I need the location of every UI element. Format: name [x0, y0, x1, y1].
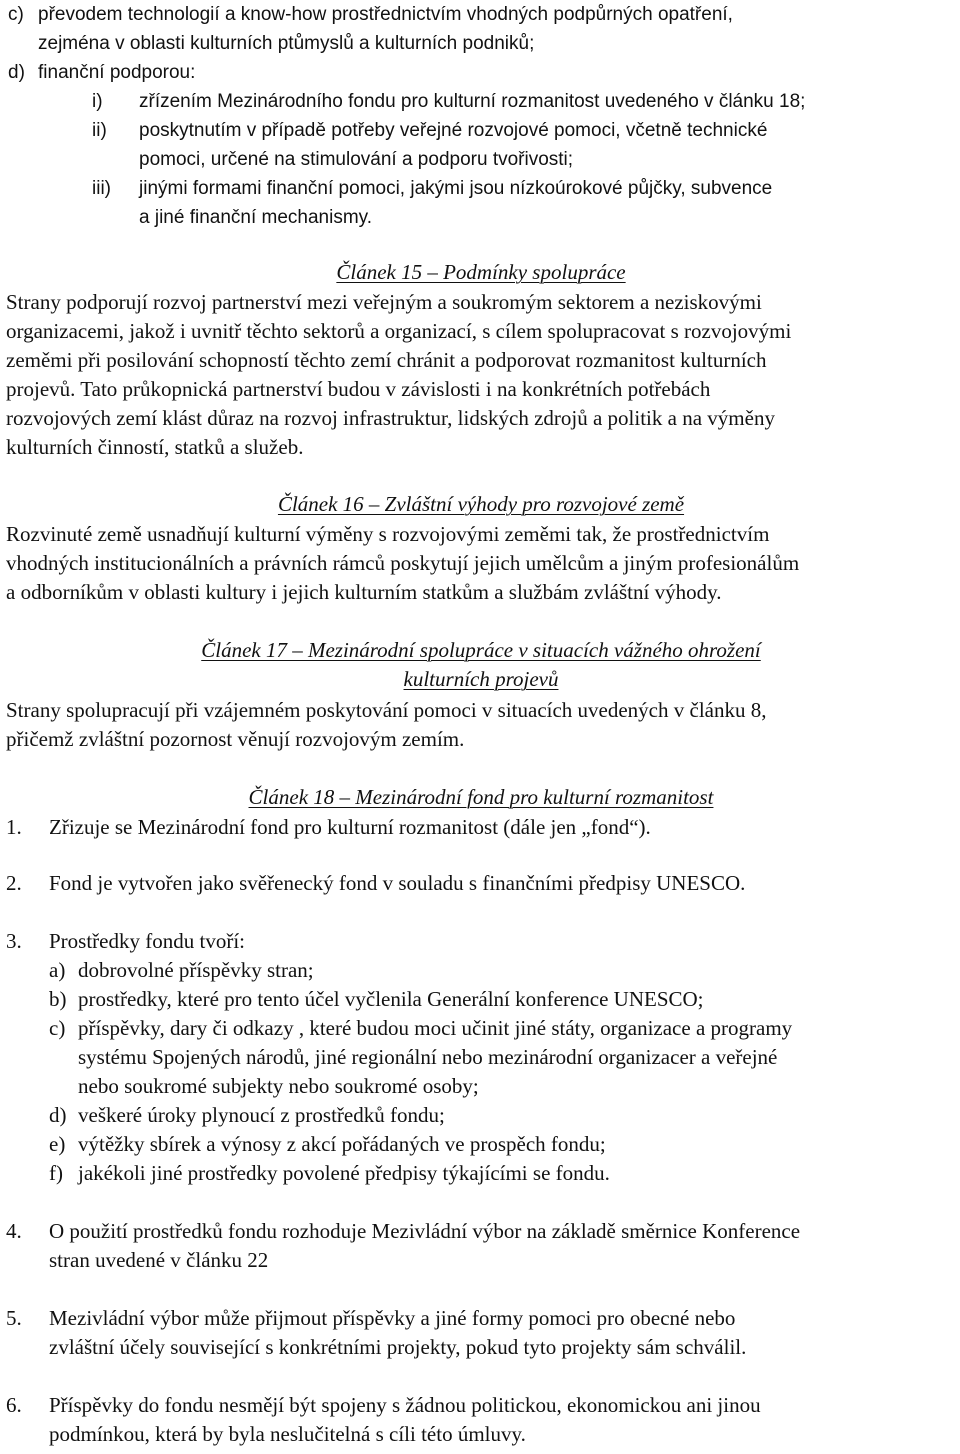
numbered-item-number: 5.	[6, 1306, 22, 1330]
numbered-item-text: Prostředky fondu tvoří:	[49, 929, 245, 953]
article-heading: Článek 18 – Mezinárodní fond pro kulturní rozmanitost	[248, 785, 714, 809]
sub-list-marker: c)	[49, 1016, 66, 1040]
paragraph-line: vhodných institucionálních a právních rámců poskytují jejich umělcům a jiným profesionálům	[6, 551, 800, 575]
list-item-text: finanční podporou:	[38, 62, 196, 83]
paragraph-line: Strany podporují rozvoj partnerství mezi veřejným a soukromým sektorem a neziskovými	[6, 290, 762, 314]
sub-list-item-text: jinými formami finanční pomoci, jakými jsou nízkoúrokové půjčky, subvence	[139, 178, 773, 199]
sub-list-item-text: pomoci, určené na stimulování a podporu tvořivosti;	[139, 149, 574, 170]
sub-list-item-text: poskytnutím v případě potřeby veřejné rozvojové pomoci, včetně technické	[139, 120, 768, 141]
list-marker: c)	[8, 4, 24, 25]
sub-list-item-text: a jiné finanční mechanismy.	[139, 207, 373, 228]
numbered-item-text: podmínkou, která by byla neslučitelná s cíli této úmluvy.	[49, 1422, 526, 1446]
numbered-item-text: O použití prostředků fondu rozhoduje Mezivládní výbor na základě směrnice Konference	[49, 1219, 801, 1243]
sub-list-marker: iii)	[92, 178, 111, 199]
paragraph-line: projevů. Tato průkopnická partnerství budou v závislosti i na konkrétních potřebách	[6, 377, 711, 401]
sub-list-marker: i)	[92, 91, 103, 112]
paragraph-line: zeměmi při posilování schopností těchto zemí chránit a podporovat rozmanitost kulturních	[6, 348, 767, 372]
paragraph-line: kulturních činností, statků a služeb.	[6, 435, 304, 459]
paragraph-line: přičemž zvláštní pozornost věnují rozvojovým zemím.	[6, 727, 465, 751]
sub-list-item-text: systému Spojených národů, jiné regionální nebo mezinárodní organizacer a veřejné	[78, 1045, 778, 1069]
list-marker: d)	[8, 62, 25, 83]
numbered-item-text: Mezivládní výbor může přijmout příspěvky a jiné formy pomoci pro obecné nebo	[49, 1306, 736, 1330]
sub-list-item-text: výtěžky sbírek a výnosy z akcí pořádaných ve prospěch fondu;	[78, 1132, 606, 1156]
sub-list-item-text: jakékoli jiné prostředky povolené předpisy týkajícími se fondu.	[78, 1161, 610, 1185]
sub-list-item-text: nebo soukromé subjekty nebo soukromé osoby;	[78, 1074, 479, 1098]
numbered-item-number: 2.	[6, 871, 22, 895]
numbered-item-number: 1.	[6, 815, 22, 839]
numbered-item-text: Zřizuje se Mezinárodní fond pro kulturní rozmanitost (dále jen „fond“).	[49, 815, 651, 839]
sub-list-marker: f)	[49, 1161, 63, 1185]
numbered-item-number: 3.	[6, 929, 22, 953]
article-heading: Článek 17 – Mezinárodní spolupráce v situacích vážného ohrožení	[201, 638, 761, 662]
article-heading-continued: kulturních projevů	[403, 667, 559, 691]
sub-list-item-text: dobrovolné příspěvky stran;	[78, 958, 314, 982]
numbered-item-text: Příspěvky do fondu nesmějí být spojeny s žádnou politickou, ekonomickou ani jinou	[49, 1393, 761, 1417]
article-heading: Článek 16 – Zvláštní výhody pro rozvojové země	[277, 492, 685, 516]
sub-list-marker: b)	[49, 987, 67, 1011]
sub-list-item-text: prostředky, které pro tento účel vyčlenila Generální konference UNESCO;	[78, 987, 704, 1011]
article-heading: Článek 15 – Podmínky spolupráce	[336, 260, 626, 284]
sub-list-item-text: příspěvky, dary či odkazy , které budou moci učinit jiné státy, organizace a programy	[78, 1016, 793, 1040]
list-item-text: převodem technologií a know-how prostřednictvím vhodných podpůrných opatření,	[38, 4, 733, 25]
numbered-item-text: zvláštní účely související s konkrétními projekty, pokud tyto projekty sám schválil.	[49, 1335, 747, 1359]
numbered-item-number: 4.	[6, 1219, 22, 1243]
paragraph-line: rozvojových zemí klást důraz na rozvoj infrastruktur, lidských zdrojů a politik a na výměny	[6, 406, 775, 430]
list-item-text: zejména v oblasti kulturních ptůmyslů a kulturních podniků;	[38, 33, 535, 54]
numbered-item-number: 6.	[6, 1393, 22, 1417]
paragraph-line: Rozvinuté země usnadňují kulturní výměny s rozvojovými zeměmi tak, že prostřednictvím	[6, 522, 770, 546]
sub-list-item-text: veškeré úroky plynoucí z prostředků fondu;	[78, 1103, 445, 1127]
paragraph-line: a odborníkům v oblasti kultury i jejich kulturním statkům a službám zvláštní výhody.	[6, 580, 722, 604]
sub-list-marker: e)	[49, 1132, 66, 1156]
paragraph-line: Strany spolupracují při vzájemném poskytování pomoci v situacích uvedených v článku 8,	[6, 698, 767, 722]
numbered-item-text: stran uvedené v článku 22	[49, 1248, 269, 1272]
sub-list-marker: d)	[49, 1103, 67, 1127]
sub-list-item-text: zřízením Mezinárodního fondu pro kulturní rozmanitost uvedeného v článku 18;	[139, 91, 806, 112]
sub-list-marker: a)	[49, 958, 66, 982]
paragraph-line: organizacemi, jakož i uvnitř těchto sektorů a organizací, s cílem spolupracovat s rozvojovými	[6, 319, 792, 343]
sub-list-marker: ii)	[92, 120, 107, 141]
numbered-item-text: Fond je vytvořen jako svěřenecký fond v souladu s finančními předpisy UNESCO.	[49, 871, 746, 895]
